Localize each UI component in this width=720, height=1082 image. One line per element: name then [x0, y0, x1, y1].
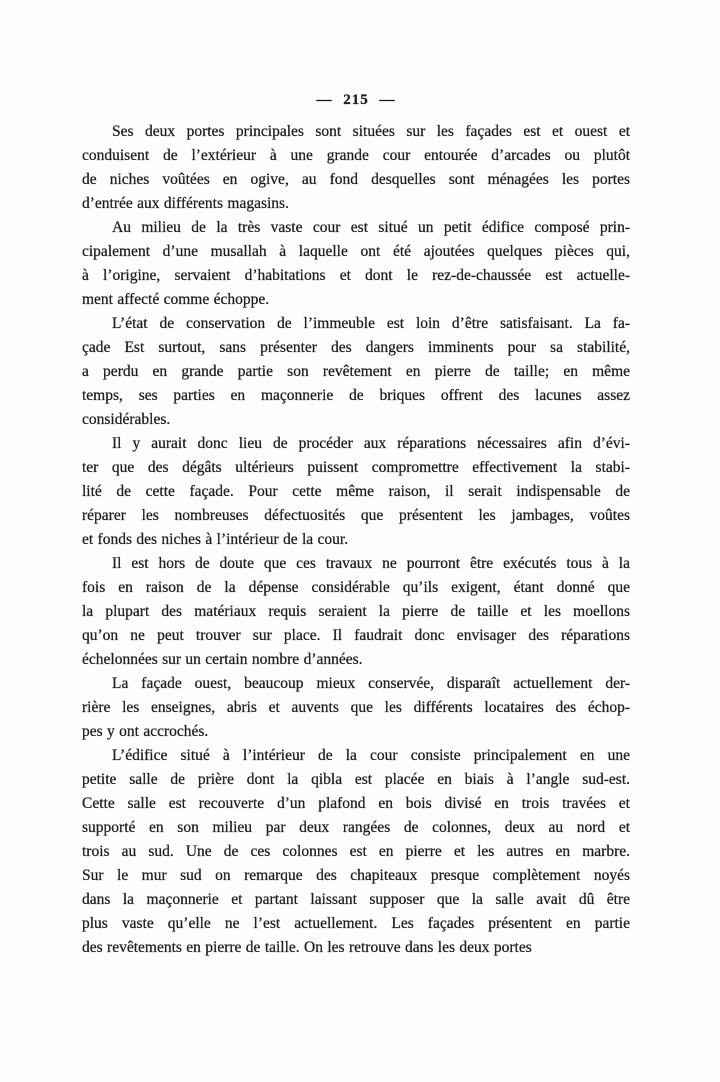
text-line: pes y ont accrochés.: [82, 723, 209, 740]
text-line: conduisent de l’extérieur à une grande cour entourée d’arcades ou plutôt: [82, 147, 630, 164]
text-line: ter que des dégâts ultérieurs puissent compromettre effectivement la stabi-: [82, 459, 630, 476]
paragraph: [82, 216, 630, 312]
text-line: supporté en son milieu par deux rangées de colonnes, deux au nord et: [82, 819, 630, 836]
page-body: [82, 120, 630, 960]
text-line: L’édifice situé à l’intérieur de la cour consiste principalement en une: [112, 747, 630, 764]
text-line: plus vaste qu’elle ne l’est actuellement. Les façades présentent en partie: [82, 915, 630, 932]
text-line: a perdu en grande partie son revêtement en pierre de taille; en même: [82, 363, 630, 380]
paragraph: [82, 672, 630, 744]
text-line: considérables.: [82, 411, 171, 428]
text-line: réparer les nombreuses défectuosités que présentent les jambages, voûtes: [82, 507, 630, 524]
text-line: des revêtements en pierre de taille. On les retrouve dans les deux portes: [82, 939, 532, 956]
text-line: rière les enseignes, abris et auvents que les différents locataires des échop-: [82, 699, 630, 716]
text-line: échelonnées sur un certain nombre d’années.: [82, 651, 363, 668]
text-line: cipalement d’une musallah à laquelle ont été ajoutées quelques pièces qui,: [82, 243, 630, 260]
text-line: L’état de conservation de l’immeuble est loin d’être satisfaisant. La fa-: [112, 315, 630, 332]
text-line: Il est hors de doute que ces travaux ne pourront être exécutés tous à la: [112, 555, 630, 572]
text-line: qu’on ne peut trouver sur place. Il faudrait donc envisager des réparations: [82, 627, 630, 644]
text-line: d’entrée aux différents magasins.: [82, 195, 289, 212]
text-line: temps, ses parties en maçonnerie de briques offrent des lacunes assez: [82, 387, 630, 404]
text-line: ment affecté comme échoppe.: [82, 291, 270, 308]
text-line: à l’origine, servaient d’habitations et dont le rez-de-chaussée est actuelle-: [82, 267, 630, 284]
text-line: petite salle de prière dont la qibla est placée en biais à l’angle sud-est.: [82, 771, 630, 788]
text-line: dans la maçonnerie et partant laissant supposer que la salle avait dû être: [82, 891, 630, 908]
text-line: lité de cette façade. Pour cette même raison, il serait indispensable de: [82, 483, 630, 500]
text-line: Il y aurait donc lieu de procéder aux réparations nécessaires afin d’évi-: [112, 435, 630, 452]
text-line: de niches voûtées en ogive, au fond desquelles sont ménagées les portes: [82, 171, 630, 188]
text-line: La façade ouest, beaucoup mieux conservée, disparaît actuellement der-: [112, 675, 630, 692]
text-line: la plupart des matériaux requis seraient la pierre de taille et les moellons: [82, 603, 630, 620]
paragraph: [82, 552, 630, 672]
text-line: çade Est surtout, sans présenter des dangers imminents pour sa stabilité,: [82, 339, 630, 356]
paragraph: [82, 744, 630, 960]
text-line: Au milieu de la très vaste cour est situé un petit édifice composé prin-: [112, 219, 630, 236]
text-line: et fonds des niches à l’intérieur de la cour.: [82, 531, 349, 548]
paragraph: [82, 432, 630, 552]
text-line: fois en raison de la dépense considérable qu’ils exigent, étant donné que: [82, 579, 630, 596]
text-line: Cette salle est recouverte d’un plafond en bois divisé en trois travées et: [82, 795, 630, 812]
text-line: trois au sud. Une de ces colonnes est en pierre et les autres en marbre.: [82, 843, 630, 860]
page-number: — 215 —: [316, 92, 396, 108]
paragraph: [82, 312, 630, 432]
text-line: Ses deux portes principales sont situées sur les façades est et ouest et: [112, 123, 630, 140]
paragraph: [82, 120, 630, 216]
text-line: Sur le mur sud on remarque des chapiteaux presque complètement noyés: [82, 867, 630, 884]
